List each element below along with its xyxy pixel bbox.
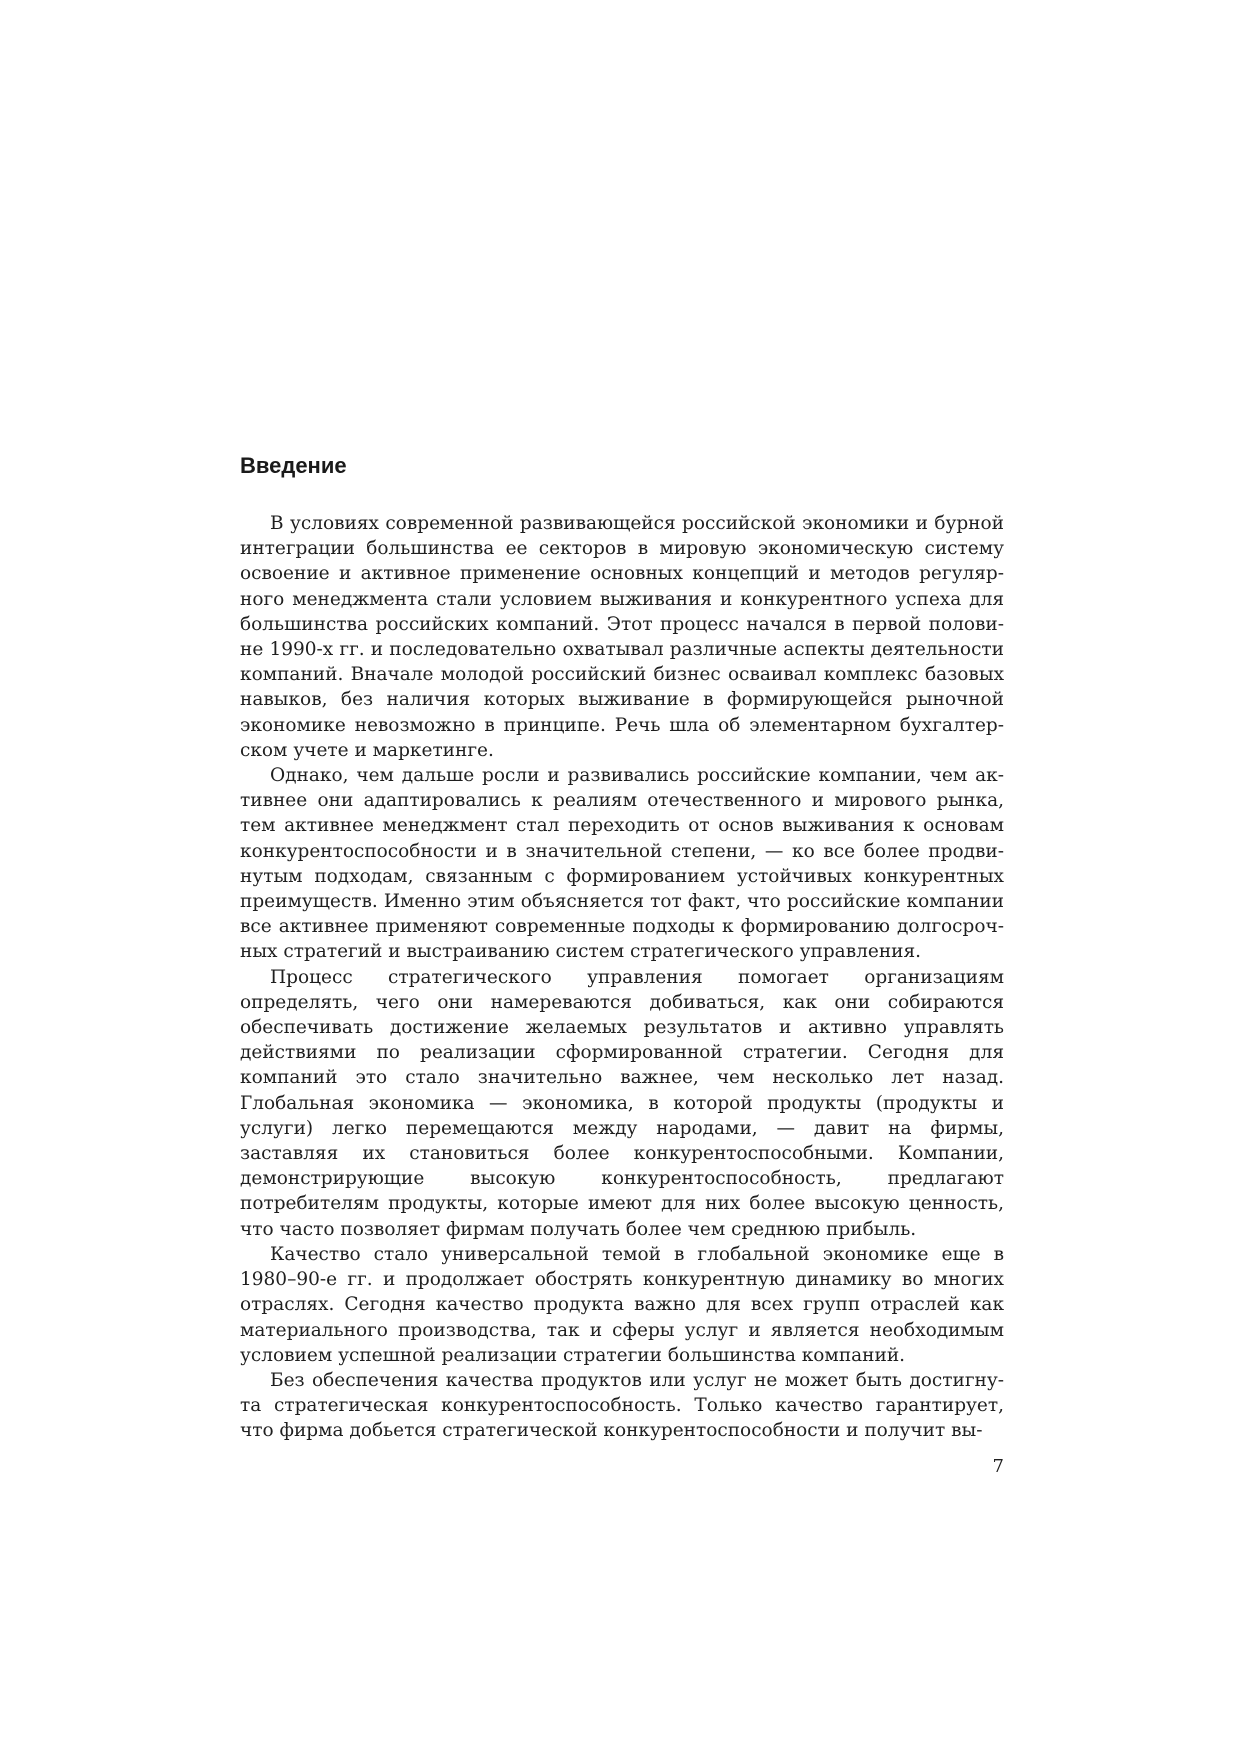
paragraph-4: Качество стало универсальной темой в глобальной экономике еще в 1980–90-е гг. и продолжает обострять конкурентную динамику во многих отраслях. Сегодня качество продукта важно для всех групп отраслей как материального производства, так и сферы услуг и является необходимым условием успешной реализации стратегии большинства компаний.	[240, 1243, 1004, 1366]
paragraph-5: Без обеспечения качества продуктов или услуг не может быть достигнута стратегическая конкурентоспособность. Только качество гарантирует, что фирма добьется стратегической конкурентоспособности и получит вы-	[240, 1369, 1004, 1442]
body-text	[240, 511, 1004, 1444]
paragraph-2: Однако, чем дальше росли и развивались российские компании, чем активнее они адаптировались к реалиям отечественного и мирового рынка, тем активнее менеджмент стал переходить от основ выживания к основам конкурентоспособности и в значительной степени, — ко все более продвинутым подходам, связанным с формированием устойчивых конкурентных преимуществ. Именно этим объясняется тот факт, что российские компании все активнее применяют современные подходы к формированию долгосрочных стратегий и выстраиванию систем стратегического управления.	[240, 765, 1004, 963]
paragraph-3: Процесс стратегического управления помогает организациям определять, чего они намереваются добиваться, как они собираются обеспечивать достижение желаемых результатов и активно управлять действиями по реализации сформированной стратегии. Сегодня для компаний это стало значительно важнее, чем несколько лет назад. Глобальная экономика — экономика, в которой продукты (продукты и услуги) легко перемещаются между народами, — давит на фирмы, заставляя их становиться более конкурентоспособными. Компании, демонстрирующие высокую конкурентоспособность, предлагают потребителям продукты, которые имеют для них более высокую ценность, что часто позволяет фирмам получать более чем среднюю прибыль.	[240, 966, 1004, 1240]
page-number: 7	[992, 1456, 1004, 1477]
paragraph-1: В условиях современной развивающейся российской экономики и бурной интеграции большинства ее секторов в мировую экономическую систему освоение и активное применение основных концепций и методов регулярного менеджмента стали условием выживания и конкурентного успеха для большинства российских компаний. Этот процесс начался в первой половине 1990-х гг. и последовательно охватывал различные аспекты деятельности компаний. Вначале молодой российский бизнес осваивал комплекс базовых навыков, без наличия которых выживание в формирующейся рыночной экономике невозможно в принципе. Речь шла об элементарном бухгалтерском учете и маркетинге.	[240, 513, 1004, 761]
section-title: Введение	[240, 453, 347, 478]
